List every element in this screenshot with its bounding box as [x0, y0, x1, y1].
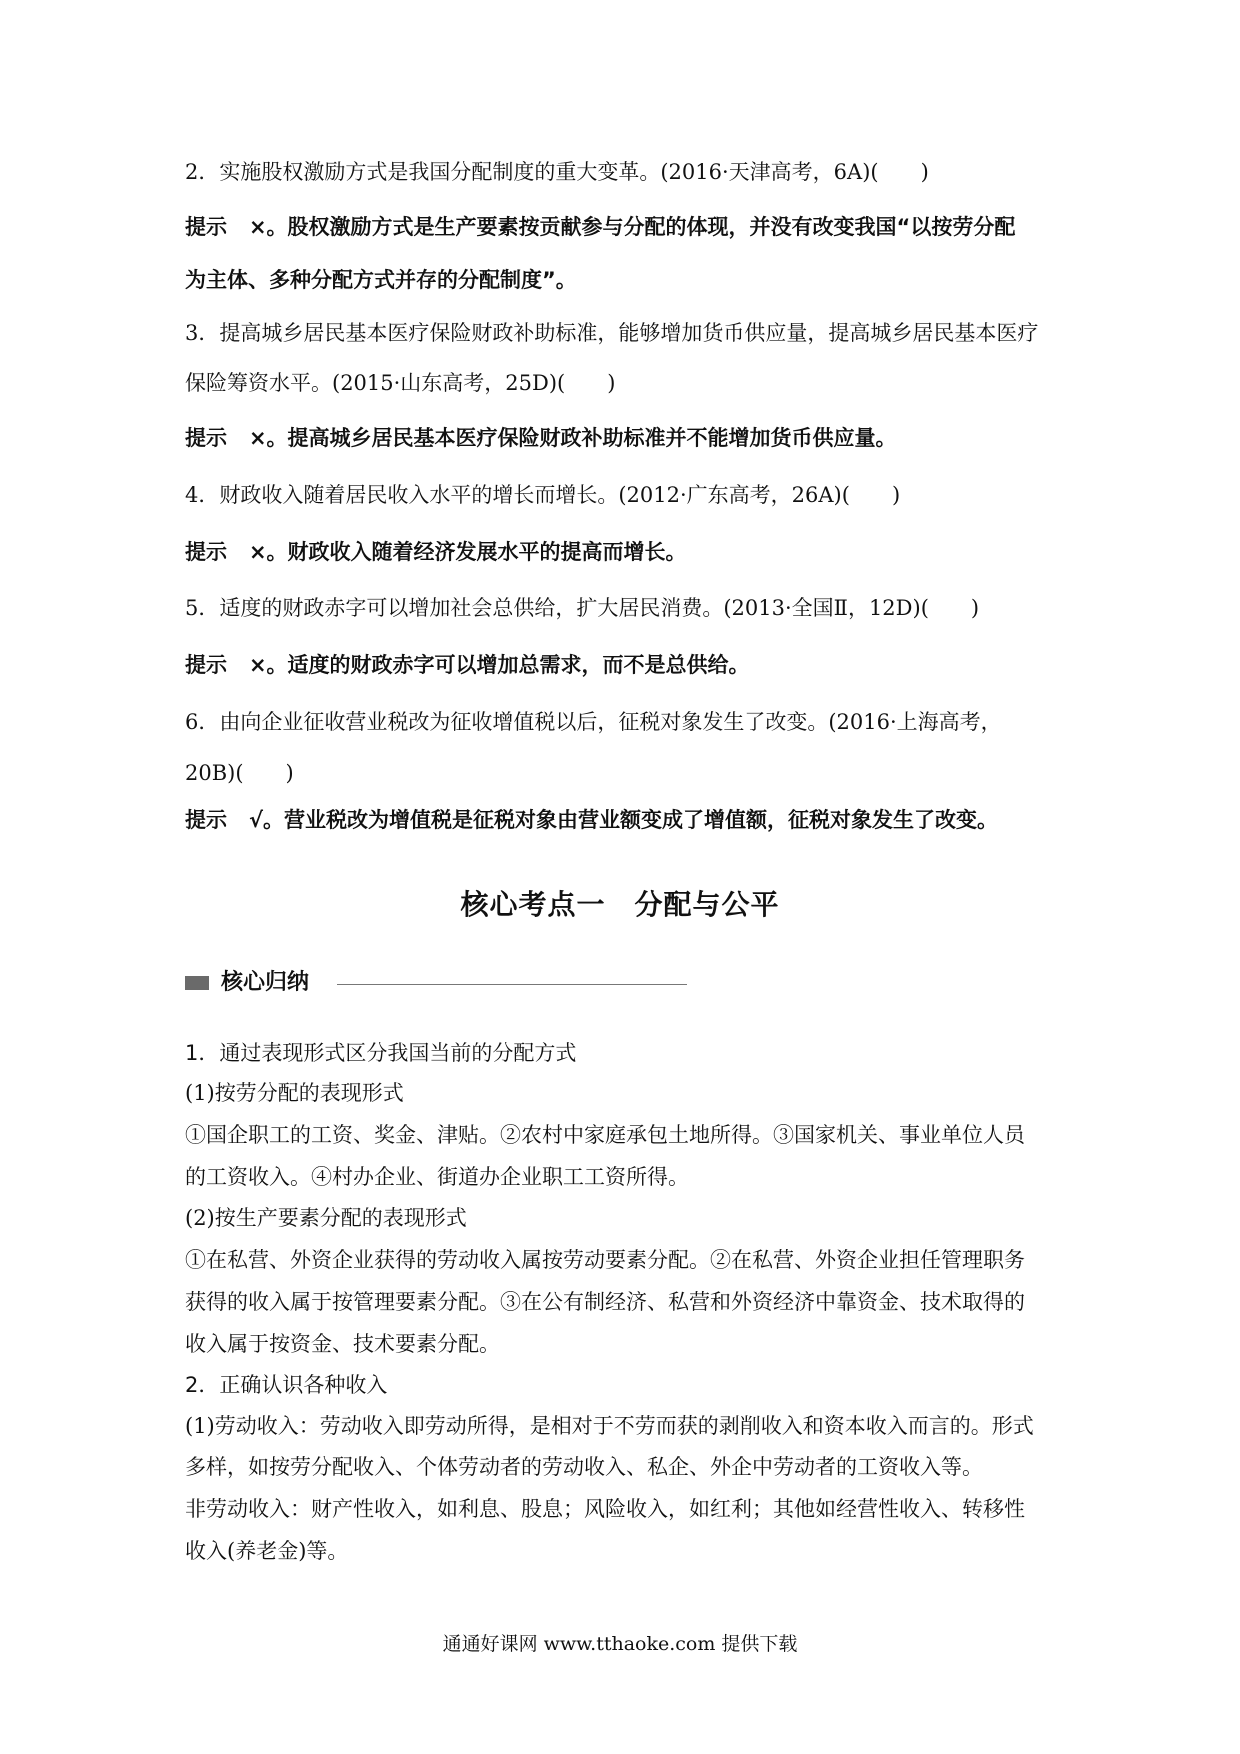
divider [337, 984, 687, 985]
subheading-1: (1)按劳分配的表现形式 [185, 1081, 404, 1105]
hint-text: ×。适度的财政赤字可以增加总需求，而不是总供给。 [248, 653, 750, 677]
paragraph-1-line-2: 的工资收入。④村办企业、街道办企业职工工资所得。 [185, 1165, 689, 1189]
hint-6-line-1 [185, 805, 1065, 835]
paragraph-4-line-2: 收入(养老金)等。 [185, 1539, 349, 1563]
paragraph-4-line-1: 非劳动收入：财产性收入，如利息、股息；风险收入，如红利；其他如经营性收入、转移性 [185, 1497, 1025, 1521]
hint-4-line-1 [185, 537, 1065, 567]
hint-text: √。营业税改为增值税是征税对象由营业额变成了增值额，征税对象发生了改变。 [248, 808, 998, 832]
question-3-line-2: 保险筹资水平。(2015·山东高考，25D)( ) [185, 371, 616, 395]
summary-label: 核心归纳 [221, 970, 310, 995]
hint-text: ×。财政收入随着经济发展水平的提高而增长。 [248, 540, 687, 564]
question-5-line-1: 5．适度的财政赤字可以增加社会总供给，扩大居民消费。(2013·全国Ⅱ，12D)( ) [185, 596, 980, 620]
hint-2-line-2: 为主体、多种分配方式并存的分配制度”。 [185, 268, 577, 292]
hint-label: 提示 [185, 540, 227, 564]
paragraph-2-line-3: 收入属于按资金、技术要素分配。 [185, 1332, 500, 1356]
hint-label: 提示 [185, 653, 227, 677]
section-title: 核心考点一 分配与公平 [460, 888, 780, 921]
hint-label: 提示 [185, 808, 227, 832]
summary-header [185, 968, 705, 998]
footer: 通通好课网 www.tthaoke.com 提供下载 [442, 1633, 798, 1655]
question-6-line-1: 6．由向企业征收营业税改为征收增值税以后，征税对象发生了改变。(2016·上海高考， [185, 710, 1002, 734]
question-6-line-2: 20B)( ) [185, 761, 294, 785]
paragraph-2-line-2: 获得的收入属于按管理要素分配。③在公有制经济、私营和外资经济中靠资金、技术取得的 [185, 1290, 1025, 1314]
subheading-2: (2)按生产要素分配的表现形式 [185, 1206, 467, 1230]
hint-2-line-1 [185, 212, 1065, 242]
paragraph-2-line-1: ①在私营、外资企业获得的劳动收入属按劳动要素分配。②在私营、外资企业担任管理职务 [185, 1248, 1025, 1272]
question-2-line-1: 2．实施股权激励方式是我国分配制度的重大变革。(2016·天津高考，6A)( ) [185, 160, 929, 184]
hint-5-line-1 [185, 650, 1065, 680]
question-4-line-1: 4．财政收入随着居民收入水平的增长而增长。(2012·广东高考，26A)( ) [185, 483, 901, 507]
square-bullet-icon [185, 976, 209, 990]
paragraph-1-line-1: ①国企职工的工资、奖金、津贴。②农村中家庭承包土地所得。③国家机关、事业单位人员 [185, 1123, 1025, 1147]
hint-3-line-1 [185, 423, 1065, 453]
question-3-line-1: 3．提高城乡居民基本医疗保险财政补助标准，能够增加货币供应量，提高城乡居民基本医疗 [185, 321, 1039, 345]
heading-1: 1．通过表现形式区分我国当前的分配方式 [185, 1041, 577, 1065]
hint-text: ×。提高城乡居民基本医疗保险财政补助标准并不能增加货币供应量。 [248, 426, 897, 450]
heading-2: 2．正确认识各种收入 [185, 1373, 388, 1397]
hint-label: 提示 [185, 215, 227, 239]
paragraph-3-line-1: (1)劳动收入：劳动收入即劳动所得，是相对于不劳而获的剥削收入和资本收入而言的。形式 [185, 1414, 1034, 1438]
hint-text: ×。股权激励方式是生产要素按贡献参与分配的体现，并没有改变我国“以按劳分配 [248, 215, 1016, 239]
hint-label: 提示 [185, 426, 227, 450]
paragraph-3-line-2: 多样，如按劳分配收入、个体劳动者的劳动收入、私企、外企中劳动者的工资收入等。 [185, 1455, 983, 1479]
